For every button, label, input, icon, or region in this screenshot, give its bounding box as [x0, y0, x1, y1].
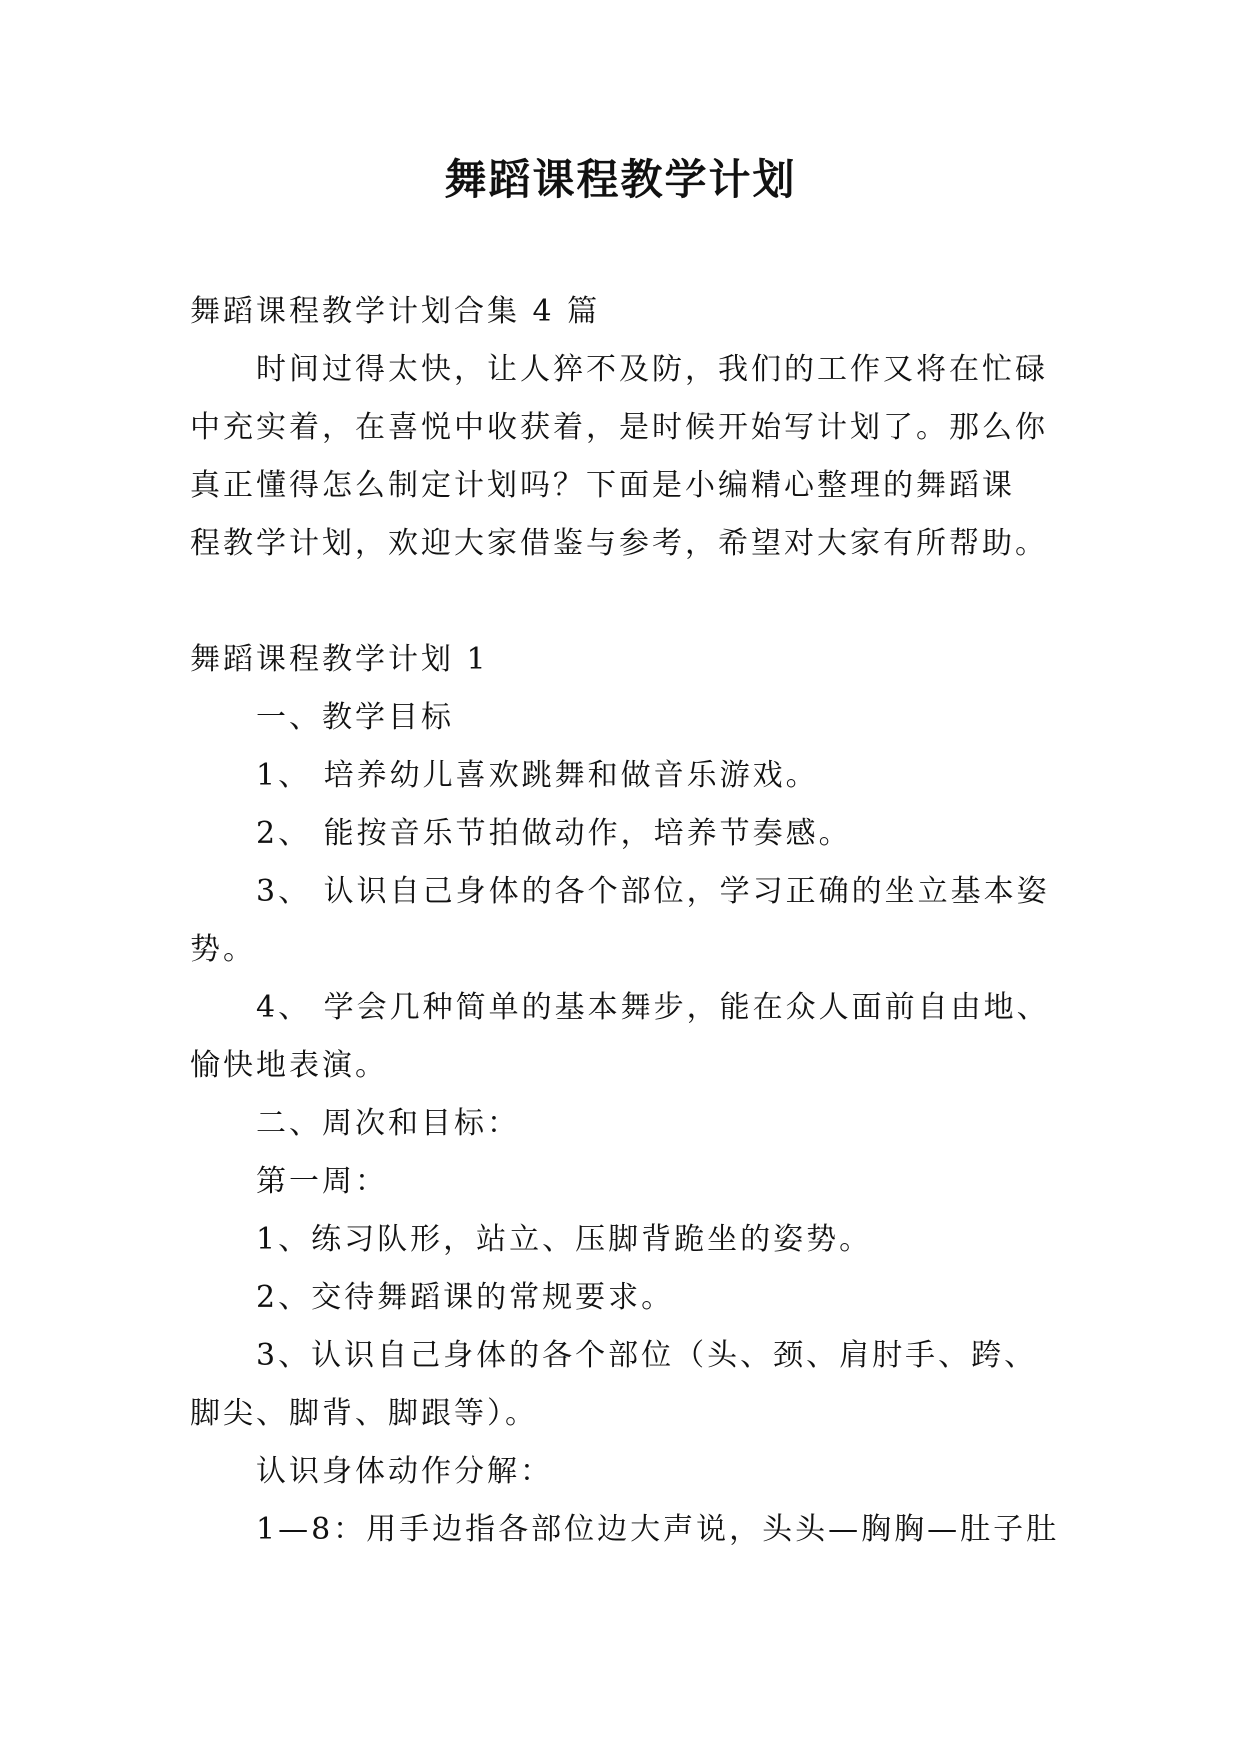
- paragraph-line: 认识身体动作分解：: [256, 1454, 553, 1489]
- paragraph-line: 真正懂得怎么制定计划吗？下面是小编精心整理的舞蹈课: [190, 468, 1015, 503]
- paragraph-line: 时间过得太快，让人猝不及防，我们的工作又将在忙碌: [256, 352, 1048, 387]
- paragraph-line: 3、 认识自己身体的各个部位，学习正确的坐立基本姿: [256, 874, 1050, 909]
- paragraph-line: 程教学计划，欢迎大家借鉴与参考，希望对大家有所帮助。: [190, 526, 1048, 561]
- document-body: [190, 283, 1070, 1559]
- paragraph-line: 愉快地表演。: [190, 1048, 388, 1083]
- paragraph-line: 二、周次和目标：: [256, 1106, 520, 1141]
- paragraph-line: 脚尖、脚背、脚跟等）。: [190, 1396, 538, 1431]
- paragraph-line: 2、交待舞蹈课的常规要求。: [256, 1280, 675, 1315]
- paragraph-line: 3、认识自己身体的各个部位（头、颈、肩肘手、跨、: [256, 1338, 1038, 1373]
- paragraph-line: 1、练习队形，站立、压脚背跪坐的姿势。: [256, 1222, 873, 1257]
- paragraph-line: 舞蹈课程教学计划合集 4 篇: [190, 294, 601, 329]
- paragraph-line: 中充实着，在喜悦中收获着，是时候开始写计划了。那么你: [190, 410, 1048, 445]
- paragraph-line: 第一周：: [256, 1164, 388, 1199]
- paragraph-line: 势。: [190, 932, 256, 967]
- paragraph-line: 一、教学目标: [256, 700, 454, 735]
- paragraph-line: 1、 培养幼儿喜欢跳舞和做音乐游戏。: [256, 758, 819, 793]
- section-heading: 舞蹈课程教学计划 1: [190, 642, 489, 677]
- paragraph-line: 4、 学会几种简单的基本舞步，能在众人面前自由地、: [256, 990, 1050, 1025]
- document-title: 舞蹈课程教学计划: [444, 155, 797, 204]
- paragraph-line: 2、 能按音乐节拍做动作，培养节奏感。: [256, 816, 852, 851]
- paragraph-line: 1—8：用手边指各部位边大声说，头头—胸胸—肚子肚: [256, 1512, 1060, 1547]
- paragraph-gap: [190, 573, 1070, 631]
